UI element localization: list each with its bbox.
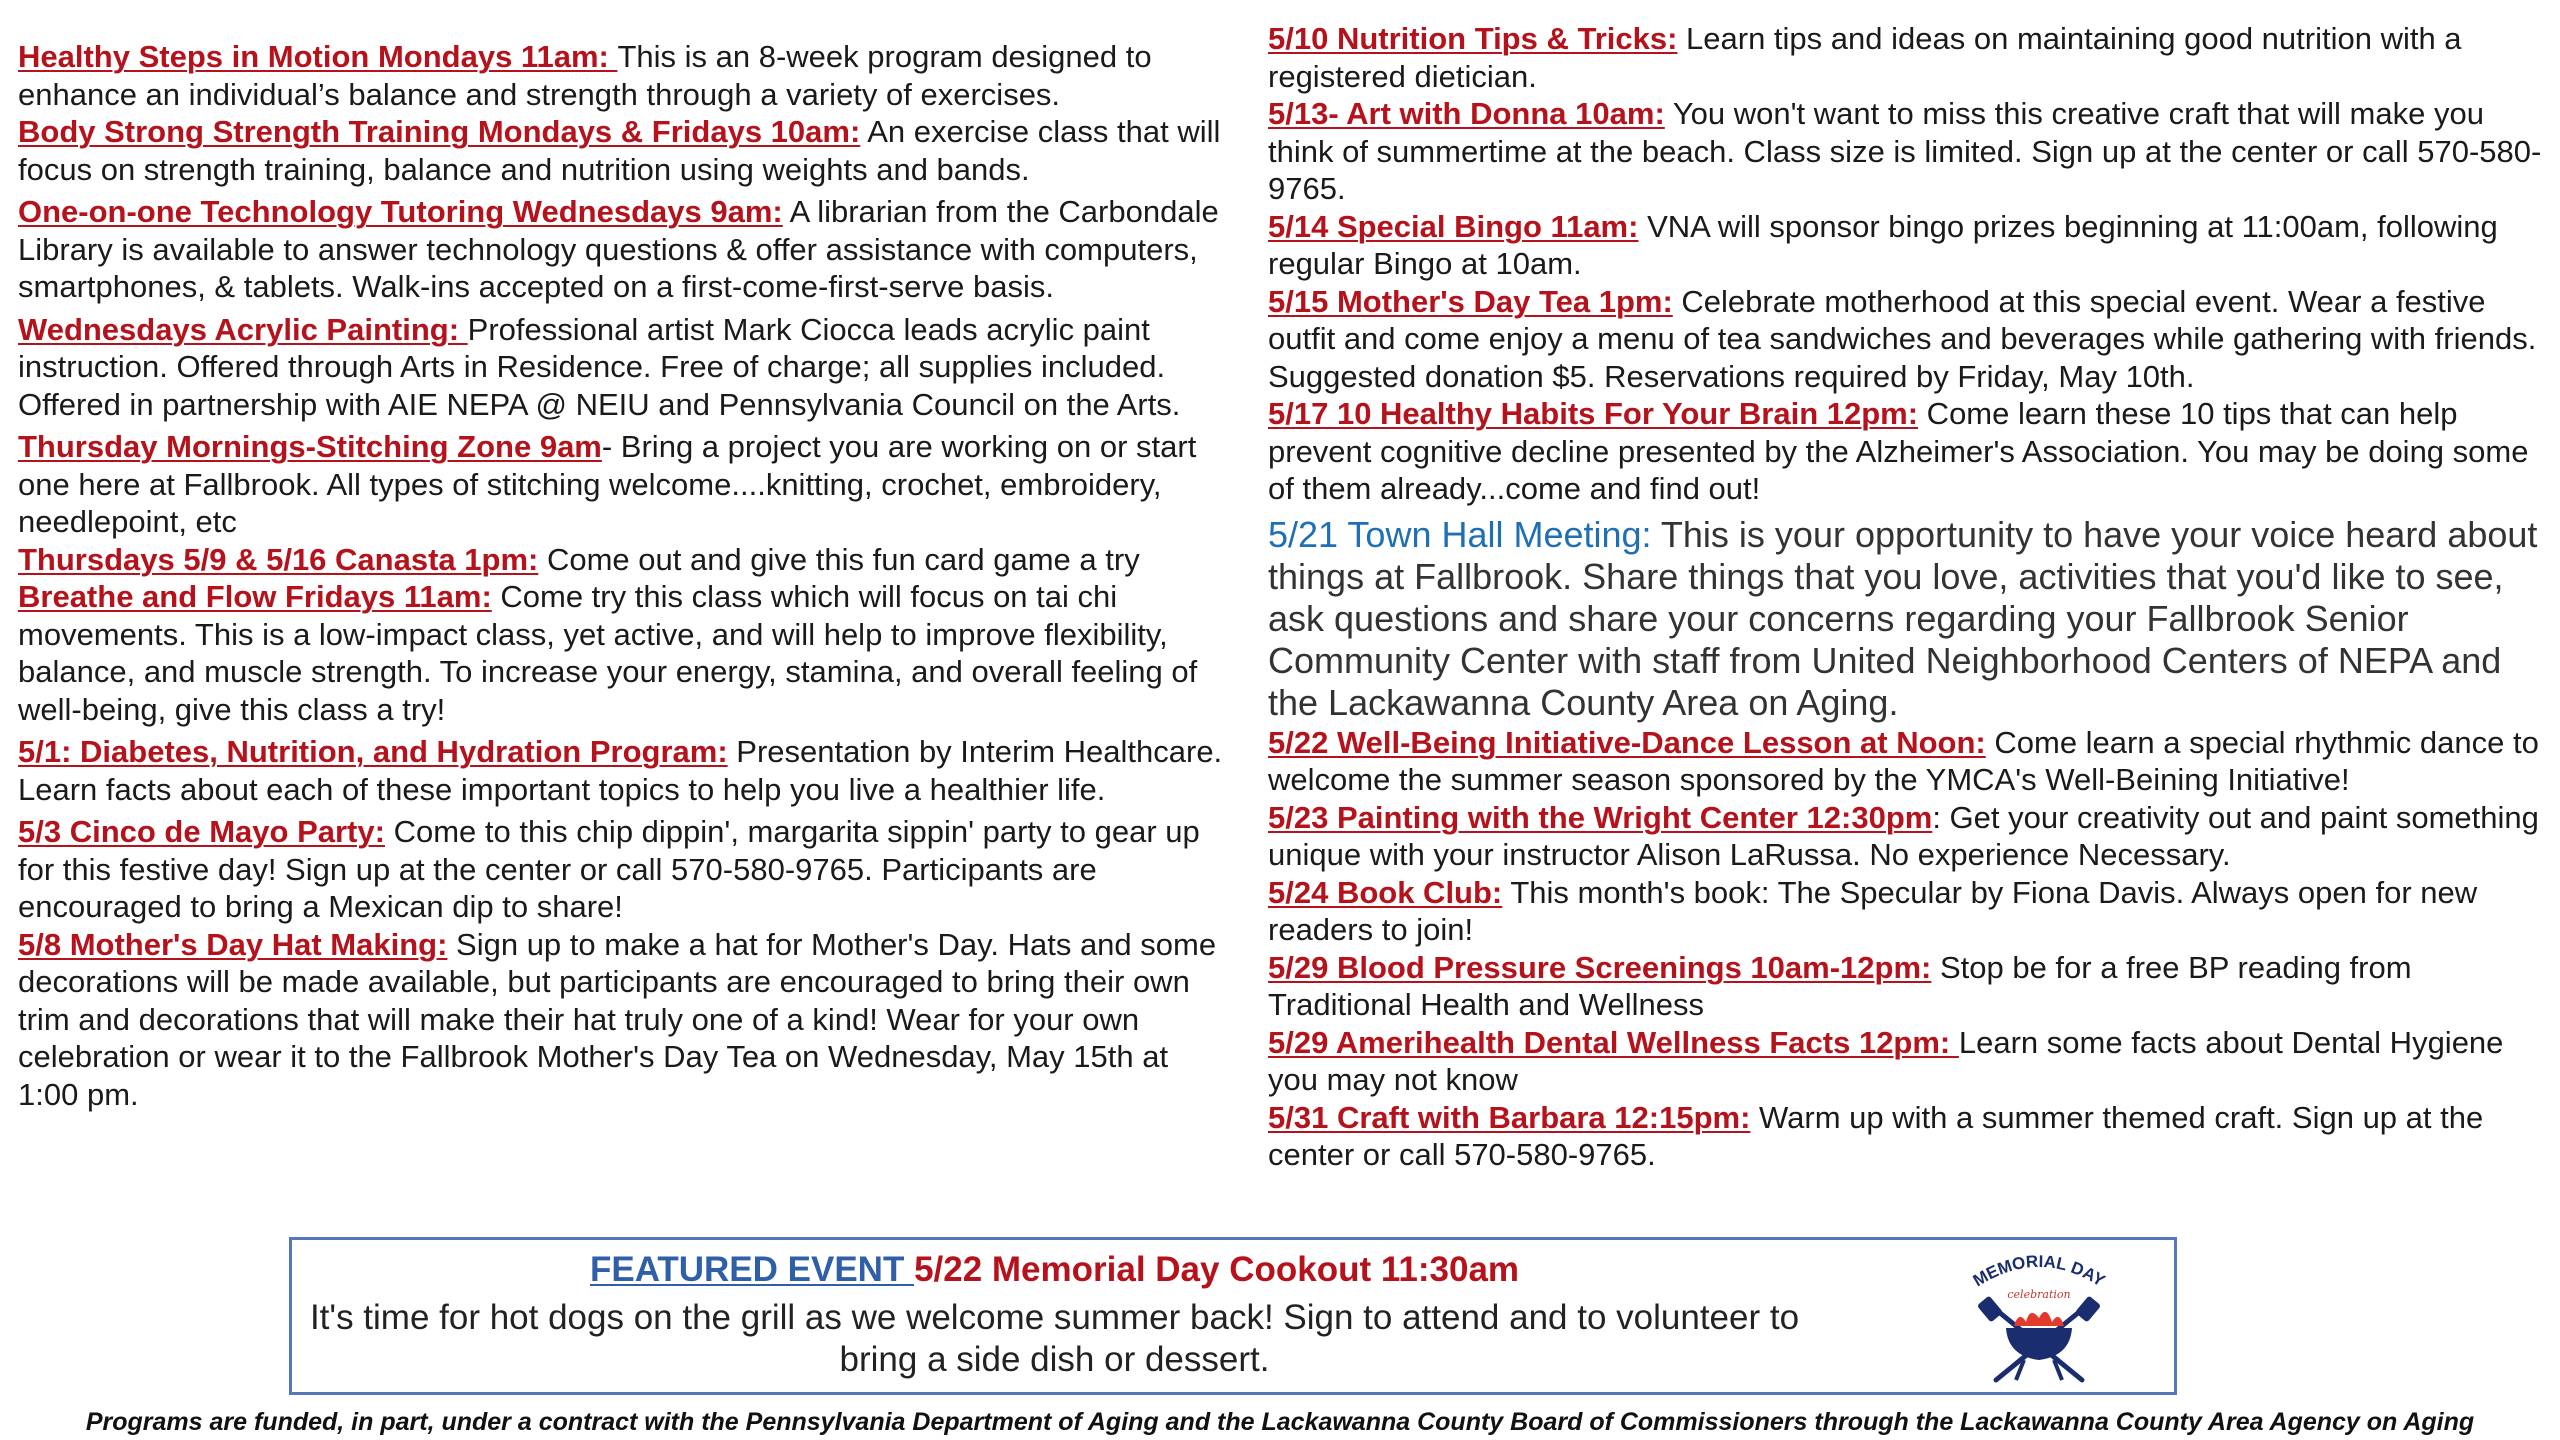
featured-title [292,1250,1817,1290]
program-description: This month's book: The Specular by Fiona Davis. Always open for new readers to join! [1268,874,2478,947]
program-description: A librarian from the Carbondale Library is available to answer technology questions & offer assistance with computers, smartphones, & tablets. Walk-ins accepted on a first-come-first-serve basis. [18,194,1219,304]
program-item [18,193,1233,306]
program-heading: Thursday Mornings-Stitching Zone 9am [18,429,602,464]
program-item [1268,283,2548,396]
program-item [18,428,1233,541]
program-description: Celebrate motherhood at this special event. Wear a festive outfit and come enjoy a menu of tea sandwiches and beverages while gathering with friends. Suggested donation $5. Reservations required by Friday, May 10th. [1268,283,2537,394]
program-description: An exercise class that will focus on strength training, balance and nutrition using weights and bands. [18,114,1221,187]
program-description: Come learn these 10 tips that can help prevent cognitive decline presented by the Alzheimer's Association. You may be doing some of them already...come and find out! [1268,396,2529,506]
program-item [18,578,1233,728]
program-item [1268,1099,2548,1174]
town-hall-item [1268,514,2548,724]
program-heading: Wednesdays Acrylic Painting: [18,311,468,347]
featured-description: It's time for hot dogs on the grill as we welcome summer back! Sign to attend and to volunteer to bring a side dish or dessert. [309,1298,1800,1379]
program-description: Stop be for a free BP reading from Traditional Health and Wellness [1268,949,2412,1022]
program-item [18,541,1233,579]
program-item [18,926,1233,1114]
program-heading: 5/31 Craft with Barbara 12:15pm: [1268,1099,1751,1135]
program-description: You won't want to miss this creative craft that will make you think of summertime at the beach. Class size is limited. Sign up at the center or call 570-580-9765. [1268,96,2542,206]
program-heading: 5/1: Diabetes, Nutrition, and Hydration Program: [18,734,728,769]
program-item [1268,724,2548,799]
program-item [1268,395,2548,508]
program-heading: 5/13- Art with Donna 10am: [1268,96,1665,131]
program-heading: Healthy Steps in Motion Mondays 11am: [18,39,618,74]
program-item [18,813,1233,926]
program-description: Come out and give this fun card game a try [538,541,1140,577]
program-item [1268,208,2548,283]
program-description: : Get your creativity out and paint something unique with your instructor Alison LaRussa. No experience Necessary. [1268,799,2539,872]
program-description: Come try this class which will focus on tai chi movements. This is a low-impact class, yet active, and will help to improve flexibility, balance, and muscle strength. To increase your energy, stamina, and overall feeling of well-being, give this class a try! [18,579,1198,727]
program-description: Come learn a special rhythmic dance to welcome the summer season sponsored by the YMCA's Well-Beining Initiative! [1268,724,2539,797]
program-heading: Thursdays 5/9 & 5/16 Canasta 1pm: [18,541,539,577]
program-heading: 5/23 Painting with the Wright Center 12:30pm [1268,799,1933,835]
program-item [1268,949,2548,1024]
program-heading: Breathe and Flow Fridays 11am: [18,579,492,614]
program-description: Sign up to make a hat for Mother's Day. Hats and some decorations will be made available, but participants are encouraged to bring their own trim and decorations that will make their hat truly one of a kind! Wear for your own celebration or wear it to the Fallbrook Mother's Day Tea on Wednesday, May 15th at 1:00 pm. [18,926,1217,1112]
program-heading: 5/29 Blood Pressure Screenings 10am-12pm: [1268,949,1932,985]
program-heading: 5/3 Cinco de Mayo Party: [18,814,385,849]
program-item [1268,20,2548,95]
program-heading: Body Strong Strength Training Mondays & Fridays 10am: [18,114,861,149]
featured-label: FEATURED EVENT [589,1250,915,1289]
program-description: Presentation by Interim Healthcare. Learn facts about each of these important topics to help you live a healthier life. [18,734,1223,807]
left-column [18,0,1233,1113]
program-heading: 5/29 Amerihealth Dental Wellness Facts 12pm: [1268,1024,1959,1060]
program-description: Come to this chip dippin', margarita sippin' party to gear up for this festive day! Sign up at the center or call 570-580-9765. Participants are encouraged to bring a Mexican dip to share! [18,814,1200,924]
program-item [1268,799,2548,874]
program-item [18,733,1233,808]
town-hall-description: This is your opportunity to have your voice heard about things at Fallbrook. Share things that you love, activities that you'd like to see, ask questions and share your concerns regarding your Fallbrook Senior Community Center with staff from United Neighborhood Centers of NEPA and the Lackawanna County Area on Aging. [1268,513,2538,723]
program-item [18,38,1233,113]
program-item [18,113,1233,188]
program-description: This is an 8-week program designed to enhance an individual’s balance and strength through a variety of exercises. [18,39,1152,112]
program-description: Warm up with a summer themed craft. Sign up at the center or call 570-580-9765. [1268,1099,2484,1172]
program-heading: 5/8 Mother's Day Hat Making: [18,926,448,962]
program-description: Professional artist Mark Ciocca leads acrylic paint instruction. Offered through Arts in Residence. Free of charge; all supplies included. Offered in partnership with AIE NEPA @ NEIU and Pennsylvania Council on the Arts. [18,311,1181,422]
program-heading: 5/14 Special Bingo 11am: [1268,208,1639,244]
program-heading: 5/10 Nutrition Tips & Tricks: [1268,21,1678,56]
program-heading: 5/17 10 Healthy Habits For Your Brain 12pm: [1268,396,1919,431]
program-description: - Bring a project you are working on or start one here at Fallbrook. All types of stitching welcome....knitting, crochet, embroidery, needlepoint, etc [18,429,1197,539]
logo-text-celebration: celebration [2007,1288,2071,1301]
program-description: Learn some facts about Dental Hygiene you may not know [1268,1024,2504,1097]
program-heading: 5/22 Well-Being Initiative-Dance Lesson at Noon: [1268,724,1986,760]
program-item [1268,1024,2548,1099]
featured-event-box [289,1237,2177,1395]
program-item [1268,874,2548,949]
program-heading: 5/24 Book Club: [1268,874,1503,910]
program-description: VNA will sponsor bingo prizes beginning at 11:00am, following regular Bingo at 10am. [1268,208,2498,281]
program-item [18,311,1233,424]
logo-text-memorial-day: MEMORIAL DAY [1969,1251,2109,1291]
funding-footnote: Programs are funded, in part, under a contract with the Pennsylvania Department of Aging and the Lackawanna County Board of Commissioners through the Lackawanna County Area Agency on Aging [85,1408,2475,1436]
program-heading: One-on-one Technology Tutoring Wednesdays 9am: [18,194,783,229]
program-heading: 5/15 Mother's Day Tea 1pm: [1268,283,1673,319]
featured-event-name: 5/22 Memorial Day Cookout 11:30am [914,1250,1520,1289]
program-item [1268,95,2548,208]
memorial-day-grill-logo [1964,1248,2114,1388]
town-hall-heading: 5/21 Town Hall Meeting: [1268,513,1652,555]
right-column [1268,0,2548,1174]
program-description: Learn tips and ideas on maintaining good nutrition with a registered dietician. [1268,21,2462,94]
